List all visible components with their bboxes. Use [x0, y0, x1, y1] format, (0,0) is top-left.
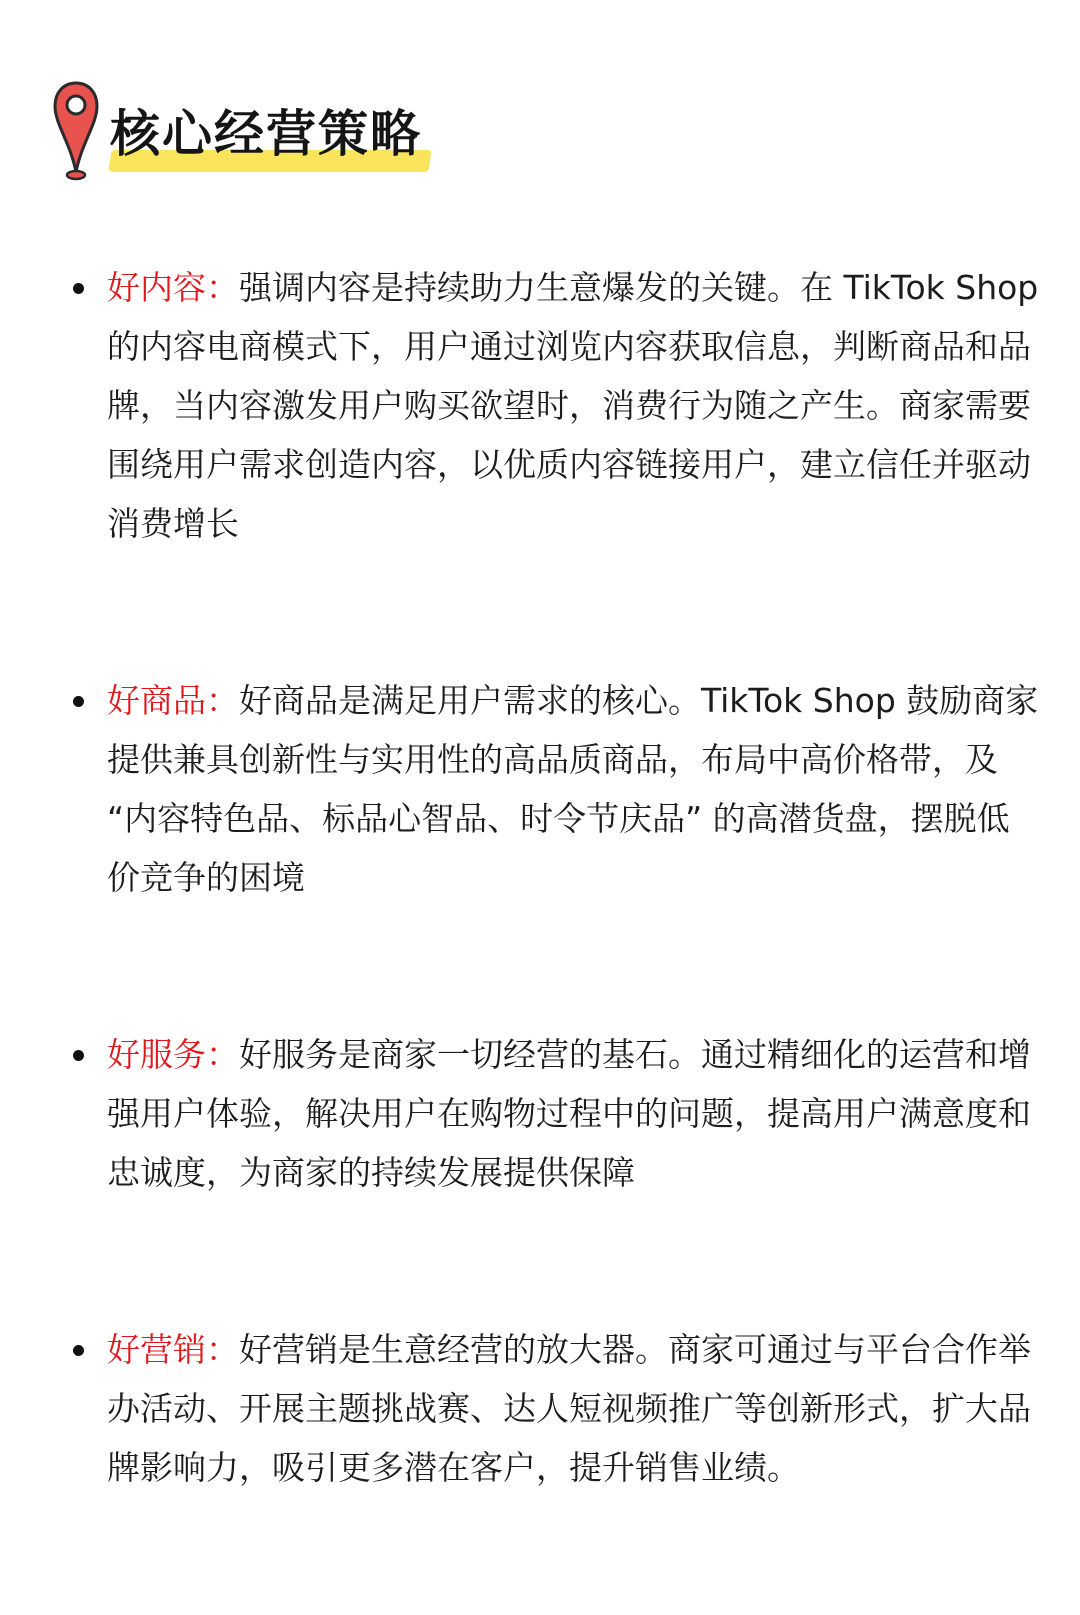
- list-item: [0, 671, 1080, 907]
- item-text: 强调内容是持续助力生意爆发的关键。在 TikTok Shop 的内容电商模式下，用户通过浏览内容获取信息，判断商品和品牌，当内容激发用户购买欲望时，消费行为随之产生。商家需要围绕用户需求创造内容，以优质内容链接用户，建立信任并驱动消费增长: [107, 268, 1039, 543]
- item-label: 好服务：: [107, 1035, 239, 1074]
- item-text: 好服务是商家一切经营的基石。通过精细化的运营和增强用户体验，解决用户在购物过程中的问题，提高用户满意度和忠诚度，为商家的持续发展提供保障: [107, 1035, 1031, 1192]
- list-item: [0, 1320, 1080, 1497]
- strategy-list: [0, 258, 1080, 1615]
- page-title: 核心经营策略: [110, 105, 422, 163]
- map-pin-icon: [52, 80, 100, 184]
- header: [52, 80, 452, 190]
- item-text: 好营销是生意经营的放大器。商家可通过与平台合作举办活动、开展主题挑战赛、达人短视频推广等创新形式，扩大品牌影响力，吸引更多潜在客户，提升销售业绩。: [107, 1330, 1031, 1487]
- bullet-dot: [73, 696, 84, 707]
- item-label: 好商品：: [107, 681, 239, 720]
- bullet-dot: [73, 283, 84, 294]
- item-label: 好营销：: [107, 1330, 239, 1369]
- bullet-dot: [73, 1050, 84, 1061]
- item-label: 好内容：: [107, 268, 239, 307]
- bullet-dot: [73, 1345, 84, 1356]
- item-text: 好商品是满足用户需求的核心。TikTok Shop 鼓励商家提供兼具创新性与实用性的高品质商品，布局中高价格带，及 “内容特色品、标品心智品、时令节庆品” 的高潜货盘，摆脱低价竞争的困境: [107, 681, 1039, 897]
- list-item: [0, 1025, 1080, 1202]
- list-item: [0, 258, 1080, 553]
